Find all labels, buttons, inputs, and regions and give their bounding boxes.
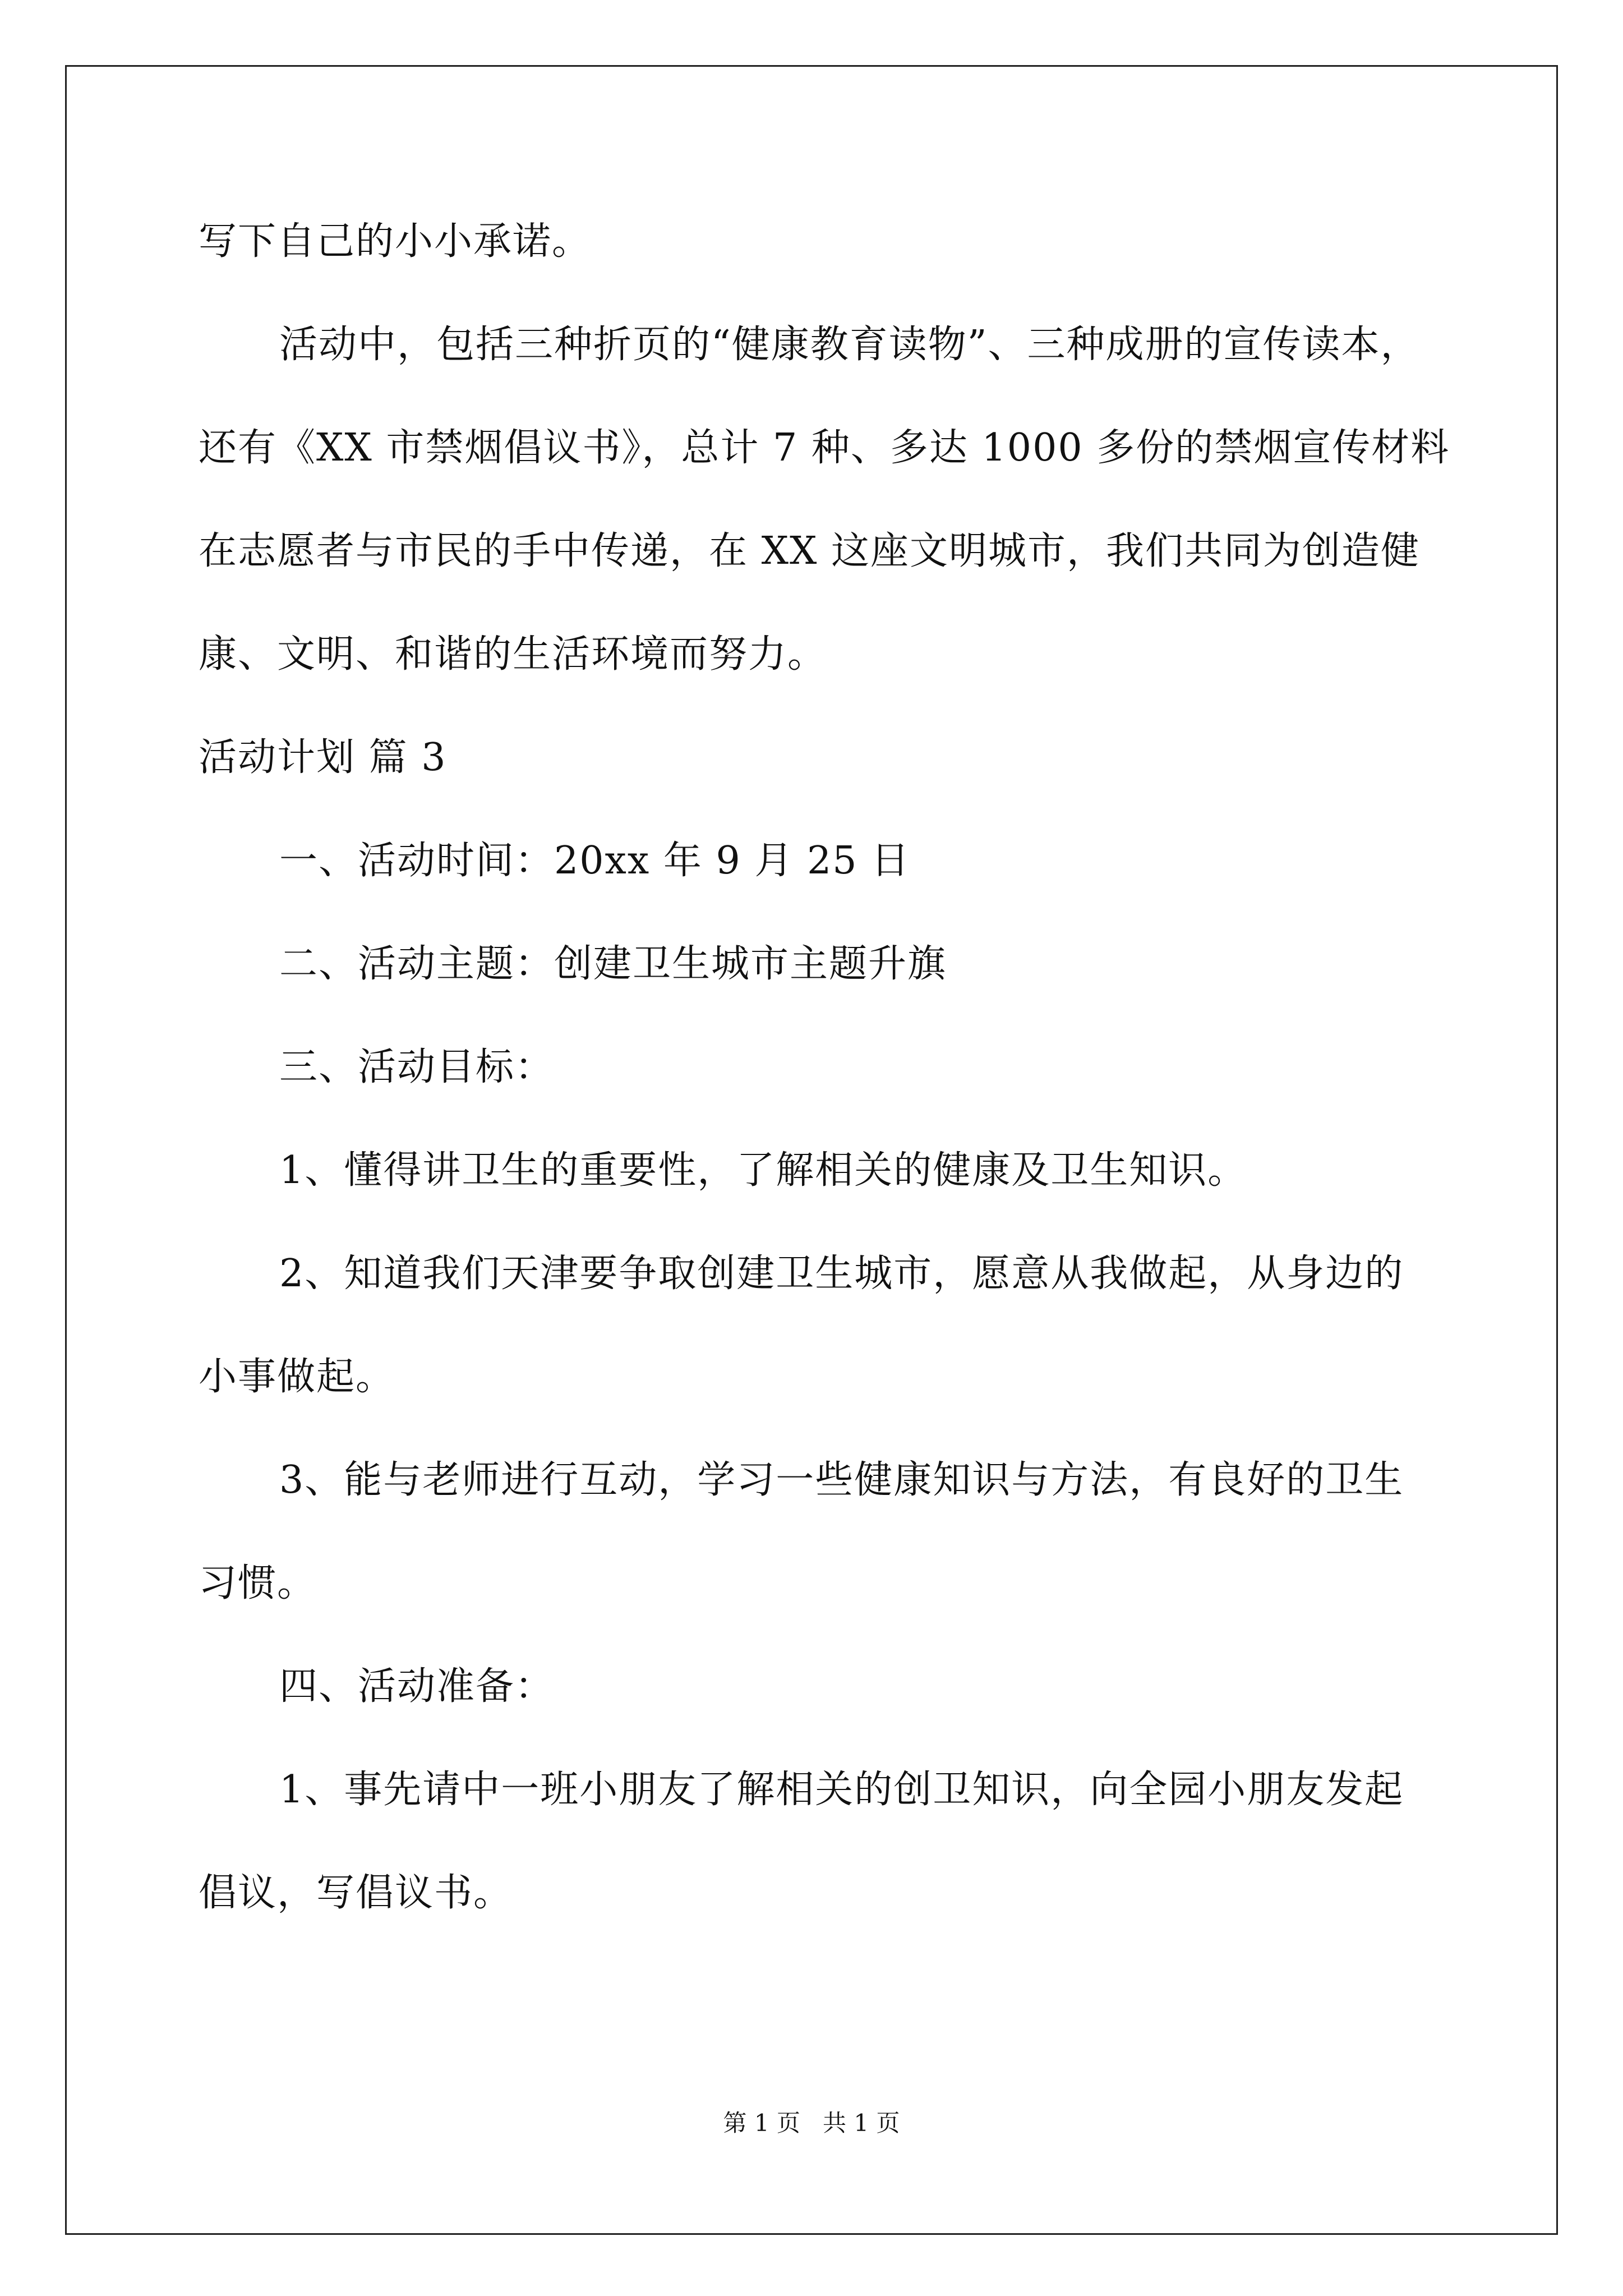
body-text-line: 一、活动时间：20xx 年 9 月 25 日 xyxy=(279,839,911,883)
body-text-line: 2、知道我们天津要争取创建卫生城市，愿意从我做起，从身边的 xyxy=(279,1251,1404,1296)
body-text-line: 写下自己的小小承诺。 xyxy=(199,219,592,264)
body-text-line: 习惯。 xyxy=(199,1561,317,1605)
section-heading: 活动计划 篇 3 xyxy=(199,735,447,780)
body-text-line: 1、懂得讲卫生的重要性，了解相关的健康及卫生知识。 xyxy=(279,1148,1247,1193)
body-text-line: 3、能与老师进行互动，学习一些健康知识与方法，有良好的卫生 xyxy=(279,1458,1404,1502)
page-footer: 第 1 页 共 1 页 xyxy=(723,2109,900,2137)
body-text-line: 康、文明、和谐的生活环境而努力。 xyxy=(199,632,827,677)
body-text-line: 还有《XX 市禁烟倡议书》，总计 7 种、多达 1000 多份的禁烟宣传材料 xyxy=(199,426,1450,470)
body-text-line: 二、活动主题：创建卫生城市主题升旗 xyxy=(279,942,947,986)
body-text-line: 活动中，包括三种折页的“健康教育读物”、三种成册的宣传读本， xyxy=(279,323,1420,367)
body-text-line: 在志愿者与市民的手中传递，在 XX 这座文明城市，我们共同为创造健 xyxy=(199,529,1421,573)
body-text-line: 三、活动目标： xyxy=(279,1045,555,1089)
body-text-line: 小事做起。 xyxy=(199,1355,395,1399)
body-text-line: 1、事先请中一班小朋友了解相关的创卫知识，向全园小朋友发起 xyxy=(279,1768,1404,1812)
body-text-line: 四、活动准备： xyxy=(279,1664,555,1709)
body-text-line: 倡议，写倡议书。 xyxy=(199,1871,513,1915)
